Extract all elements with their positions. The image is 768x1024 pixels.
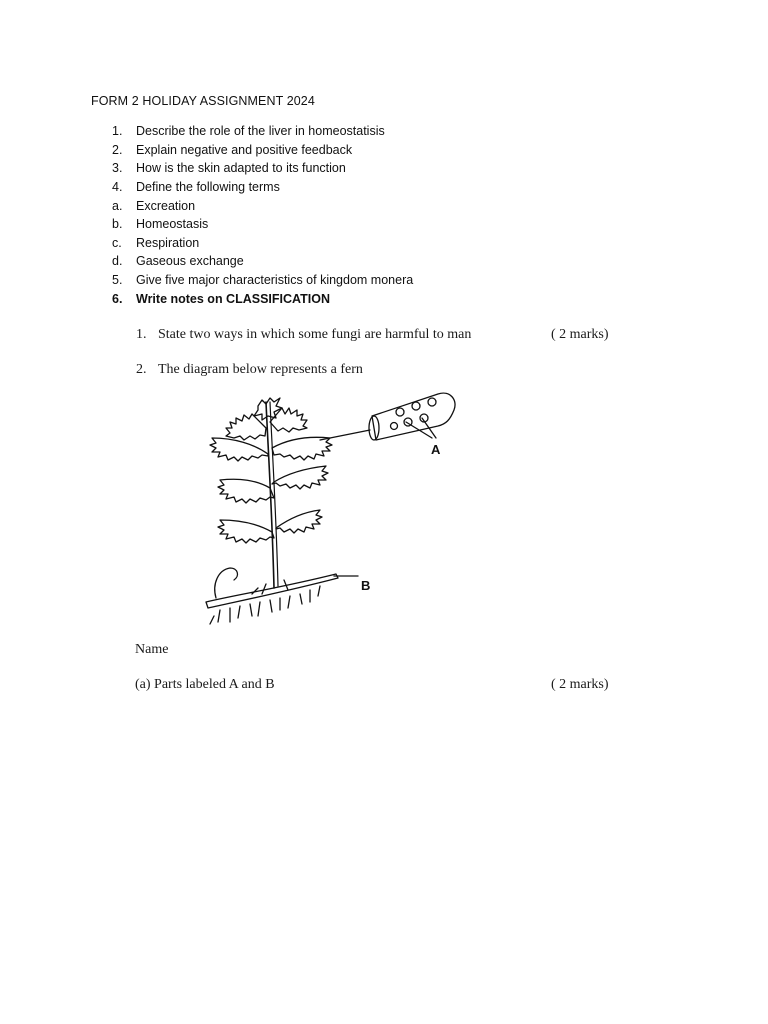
assignment-title: FORM 2 HOLIDAY ASSIGNMENT 2024 (91, 94, 315, 108)
leader-line-enlargement (320, 430, 370, 440)
fern-roots (210, 586, 320, 624)
item-number: 6. (112, 291, 123, 306)
fern-question-text: The diagram below represents a fern (158, 362, 363, 377)
sorus-enlargement (372, 393, 455, 440)
fern-apex (254, 398, 282, 420)
list-item (112, 196, 413, 215)
list-item (112, 178, 413, 197)
fern-pinna-left-2 (210, 438, 268, 461)
item-number: 2. (112, 142, 123, 157)
item-text: Explain negative and positive feedback (136, 142, 353, 157)
item-text: How is the skin adapted to its function (136, 161, 346, 176)
list-item (112, 159, 413, 178)
list-item (112, 234, 413, 253)
fern-pinna-left-3 (218, 479, 274, 503)
fern-question-number: 2. (136, 362, 147, 377)
item-text: Respiration (136, 235, 200, 250)
parts-question-marks: ( 2 marks) (551, 677, 609, 692)
list-item (112, 122, 413, 141)
sorus (412, 402, 420, 410)
fern-pinna-right-2 (272, 437, 332, 460)
sorus (428, 398, 436, 406)
item-number: 3. (112, 161, 123, 176)
fern-pinna-left-4 (218, 520, 274, 543)
diagram-label-b: B (361, 578, 371, 593)
fungi-question-number: 1. (136, 327, 147, 342)
item-text: Give five major characteristics of kingdom monera (136, 273, 414, 288)
fern-pinna-right-3 (272, 466, 328, 489)
item-number: 5. (112, 273, 123, 288)
list-item (112, 252, 413, 271)
item-number: c. (112, 235, 122, 250)
fern-pinna-left-1 (226, 414, 266, 440)
item-text: Write notes on CLASSIFICATION (136, 291, 330, 306)
item-number: d. (112, 254, 123, 269)
list-item (112, 271, 413, 290)
list-item (112, 289, 413, 308)
item-text: Describe the role of the liver in homeostatisis (136, 124, 385, 139)
item-number: b. (112, 217, 123, 232)
item-text: Gaseous exchange (136, 254, 244, 269)
item-number: 1. (112, 124, 123, 139)
item-text: Define the following terms (136, 180, 280, 195)
diagram-label-a: A (431, 442, 441, 457)
question-list (112, 122, 413, 308)
fern-young-frond (215, 568, 238, 598)
item-number: 4. (112, 180, 123, 195)
sorus (391, 423, 398, 430)
parts-question-text: (a) Parts labeled A and B (135, 677, 275, 692)
fern-pinna-right-4 (276, 510, 322, 533)
list-item (112, 141, 413, 160)
fungi-question-marks: ( 2 marks) (551, 327, 609, 342)
fern-rhizome (206, 574, 338, 608)
item-text: Homeostasis (136, 217, 209, 232)
fern-diagram (200, 388, 470, 636)
item-number: a. (112, 198, 123, 213)
list-item (112, 215, 413, 234)
sorus (396, 408, 404, 416)
name-prompt: Name (135, 642, 169, 657)
item-text: Excreation (136, 198, 196, 213)
fungi-question-text: State two ways in which some fungi are harmful to man (158, 327, 472, 342)
